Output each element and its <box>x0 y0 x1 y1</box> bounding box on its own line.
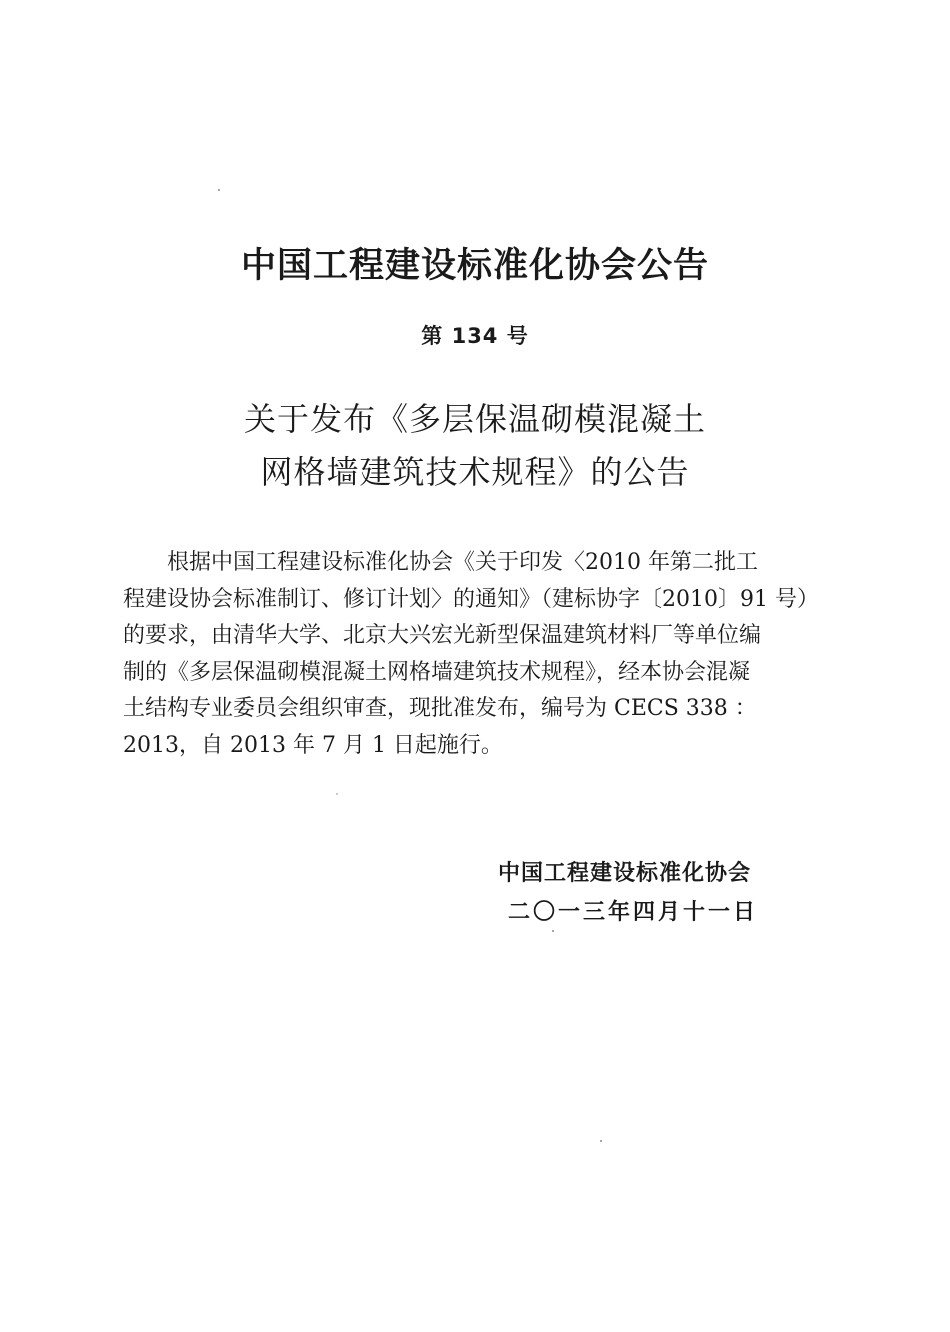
announcement-number: 第 134 号 <box>421 324 529 348</box>
scan-speck <box>552 930 554 932</box>
announcement-subtitle-line-2: 网格墙建筑技术规程》的公告 <box>260 453 690 491</box>
scan-speck <box>336 793 338 795</box>
scan-speck <box>600 1140 602 1142</box>
signature-organization: 中国工程建设标准化协会 <box>498 861 752 886</box>
signature-date: 二〇一三年四月十一日 <box>508 900 759 925</box>
announcement-title: 中国工程建设标准化协会公告 <box>240 246 709 286</box>
body-line: 土结构专业委员会组织审查，现批准发布，编号为 CECS 338 ： <box>123 696 757 721</box>
body-line: 根据中国工程建设标准化协会《关于印发〈2010 年第二批工 <box>167 550 758 575</box>
body-line: 制的《多层保温砌模混凝土网格墙建筑技术规程》，经本协会混凝 <box>123 659 751 685</box>
body-line: 程建设协会标准制订、修订计划〉的通知》（建标协字〔2010〕91 号） <box>123 586 819 612</box>
body-line: 2013，自 2013 年 7 月 1 日起施行。 <box>123 732 503 758</box>
announcement-body <box>123 545 833 764</box>
announcement-subtitle-line-1: 关于发布《多层保温砌模混凝土 <box>243 400 706 438</box>
body-line: 的要求，由清华大学、北京大兴宏光新型保温建筑材料厂等单位编 <box>123 623 762 648</box>
scan-speck <box>218 189 220 191</box>
